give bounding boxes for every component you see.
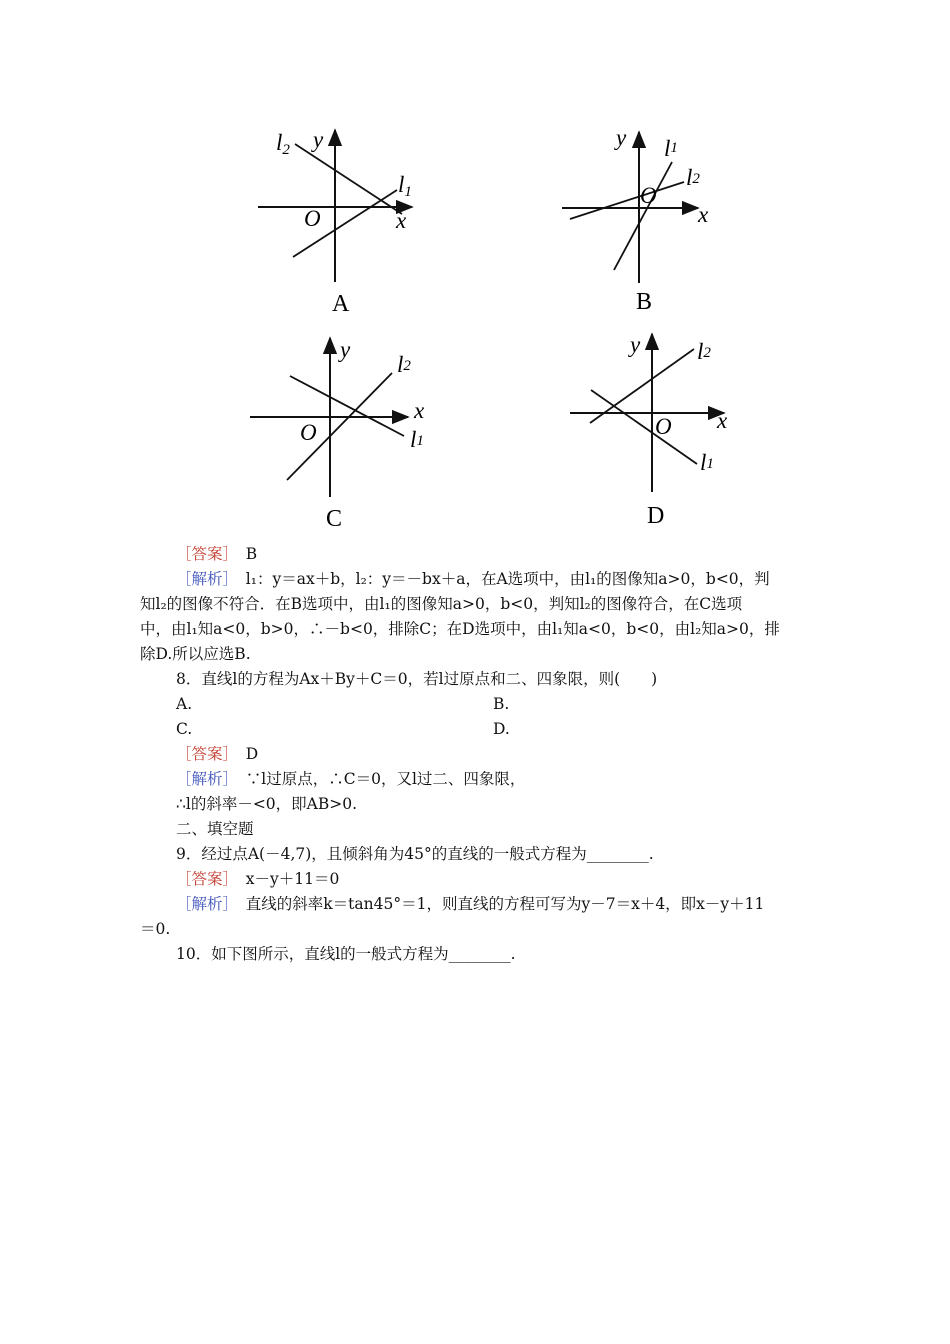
figure-c-x-label: x xyxy=(414,398,425,423)
q7-analysis-line-2: 知l₂的图像不符合．在B选项中，由l₁的图像知a>0，b<0，判知l₂的图像符合，在C选项 xyxy=(140,595,743,613)
q8-stem: 8．直线l的方程为Ax＋By＋C＝0，若l过原点和二、四象限，则( ) xyxy=(176,670,658,688)
figure-b-x-label: x xyxy=(698,202,709,227)
figure-a-origin-label: O xyxy=(304,206,321,231)
figure-d-line-l2 xyxy=(590,349,694,423)
figure-b xyxy=(562,125,709,315)
q8-answer-value: D xyxy=(245,745,259,763)
q8-options-row-2 xyxy=(140,717,810,742)
figure-d-line-l1 xyxy=(591,390,697,464)
figure-b-l2-label: l2 xyxy=(686,165,700,190)
q8-analysis-text-1: ∵l过原点，∴C＝0，又l过二、四象限， xyxy=(245,770,526,788)
q8-answer xyxy=(140,742,810,767)
answer-tag: ［答案］ xyxy=(176,870,231,888)
q9-answer-value: x－y＋11＝0 xyxy=(245,870,340,888)
analysis-tag: ［解析］ xyxy=(176,895,231,913)
q8-analysis-line-2: ∴l的斜率－<0，即AB>0. xyxy=(176,795,358,813)
q7-answer-value: B xyxy=(245,545,258,563)
q7-analysis-line-1 xyxy=(140,567,810,592)
figure-c-caption: C xyxy=(326,506,343,532)
figure-b-y-label: y xyxy=(616,125,627,150)
figure-b-line-l1 xyxy=(614,162,672,270)
figure-d-y-label: y xyxy=(630,332,641,357)
figure-d-l2-label: l2 xyxy=(697,339,711,364)
q8-option-c: C. xyxy=(176,720,193,738)
document-body xyxy=(140,542,810,967)
q7-analysis-line-3: 中，由l₁知a<0，b>0，∴－b<0，排除C；在D选项中，由l₁知a<0，b<0，由l₂知a>0，排 xyxy=(140,620,780,638)
figure-c xyxy=(250,337,425,532)
figure-a-line-l2 xyxy=(295,144,402,214)
q7-analysis-text-1: l₁：y＝ax＋b，l₂：y＝－bx＋a，在A选项中，由l₁的图像知a>0，b<0，判 xyxy=(245,570,770,588)
q8-analysis-line-1 xyxy=(140,767,810,792)
figure-d-x-label: x xyxy=(717,408,728,433)
q8-option-b: B. xyxy=(493,695,510,713)
figure-c-l2-label: l2 xyxy=(397,352,411,377)
figure-a-caption: A xyxy=(332,291,350,317)
figure-a-x-label: x xyxy=(396,208,407,233)
figure-c-y-label: y xyxy=(340,337,351,362)
section-heading: 二、填空题 xyxy=(176,820,254,838)
answer-tag: ［答案］ xyxy=(176,545,231,563)
q9-stem: 9．经过点A(－4,7)，且倾斜角为45°的直线的一般式方程为________. xyxy=(176,845,654,863)
figure-a xyxy=(258,127,412,317)
figure-a-y-label: y xyxy=(313,127,324,152)
q9-answer xyxy=(140,867,810,892)
figure-d-origin-label: O xyxy=(655,414,672,439)
figure-b-line-l2 xyxy=(570,182,684,219)
figure-d-caption: D xyxy=(647,503,665,529)
q9-analysis-text-1: 直线的斜率k＝tan45°＝1，则直线的方程可写为y－7＝x＋4，即x－y＋11 xyxy=(245,895,765,913)
q8-option-d: D. xyxy=(493,720,510,738)
figure-b-caption: B xyxy=(636,289,653,315)
q7-answer xyxy=(140,542,810,567)
figure-b-origin-label: O xyxy=(640,183,657,208)
analysis-tag: ［解析］ xyxy=(176,570,231,588)
q10-stem: 10．如下图所示，直线l的一般式方程为________. xyxy=(176,945,516,963)
q9-analysis-line-1 xyxy=(140,892,810,917)
analysis-tag: ［解析］ xyxy=(176,770,231,788)
figure-d xyxy=(570,332,728,529)
figure-c-origin-label: O xyxy=(300,420,317,445)
figure-d-l1-label: l1 xyxy=(700,450,714,475)
q9-analysis-line-2: ＝0. xyxy=(140,920,171,938)
answer-tag: ［答案］ xyxy=(176,745,231,763)
q7-analysis-line-4: 除D.所以应选B. xyxy=(140,645,251,663)
figure-a-l2-label: l2 xyxy=(276,130,290,158)
figure-a-l1-label: l1 xyxy=(398,172,412,200)
figure-c-l1-label: l1 xyxy=(410,427,424,452)
answer-choice-figures xyxy=(0,0,950,540)
q8-option-a: A. xyxy=(176,695,193,713)
q8-options-row-1 xyxy=(140,692,810,717)
figure-b-l1-label: l1 xyxy=(664,136,678,161)
